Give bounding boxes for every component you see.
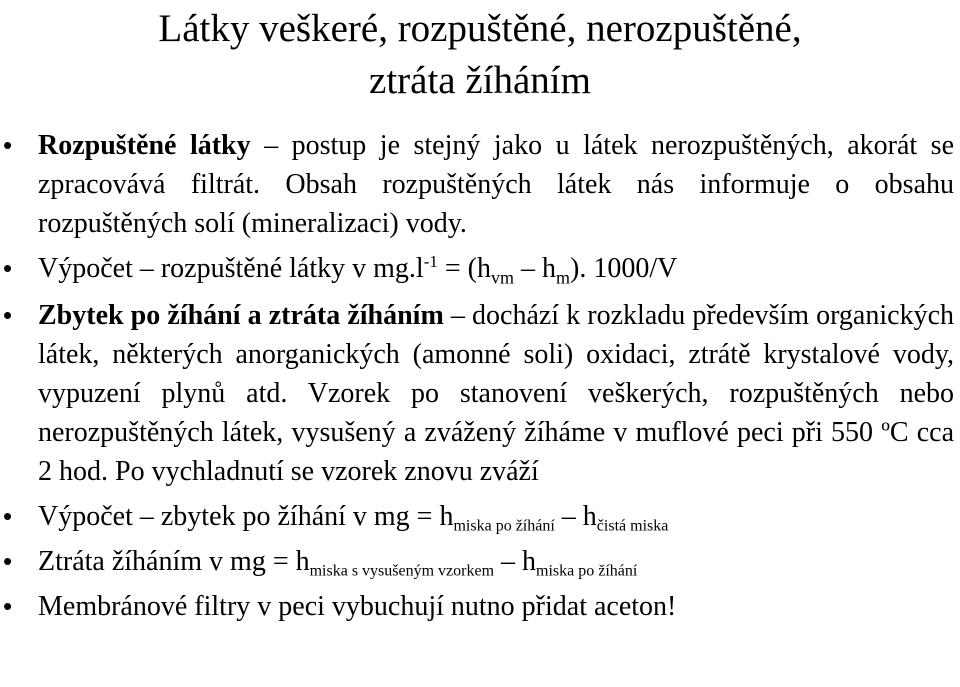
- bullet-text: Membránové filtry v peci vybuchují nutno přidat aceton!: [38, 591, 677, 622]
- formula-text: ). 1000/V: [570, 253, 678, 284]
- formula-text: – h: [554, 501, 597, 532]
- formula-text: Ztráta žíháním v mg = h: [38, 546, 310, 577]
- formula-subscript: čistá miska: [596, 517, 669, 535]
- formula-subscript: miska s vysušeným vzorkem: [309, 562, 495, 580]
- bullet-bold-term: Rozpuštěné látky: [38, 130, 251, 161]
- formula-subscript: miska po žíhání: [536, 562, 638, 580]
- slide-title: [0, 0, 960, 107]
- bullet-ignition-loss: [0, 542, 960, 581]
- bullet-text: – dochází k rozkladu především organických látek, některých anorganických (amonné soli) oxidaci, ztrátě krystalové vody, vypuzení plynů atd. Vzorek po stanovení veškerých, rozpuštěných nebo nerozpuštěných látek, vysušený a zvážený žíháme v muflové peci při 550 ºC cca 2 hod. Po vychladnutí se vzorek znovu zváží: [38, 300, 954, 487]
- bullet-dissolved-substances: [0, 126, 960, 243]
- formula-subscript: vm: [490, 267, 514, 288]
- formula-text: – h: [514, 253, 556, 284]
- formula-text: Výpočet – rozpuštěné látky v mg.l: [38, 253, 424, 284]
- bullet-text: – postup je stejný jako u látek nerozpuštěných, akorát se zpracovává filtrát. Obsah rozpuštěných látek nás informuje o obsahu rozpuštěných solí (mineralizaci) vody.: [38, 130, 954, 239]
- formula-subscript: m: [556, 267, 571, 288]
- title-line-1: Látky veškeré, rozpuštěné, nerozpuštěné,: [158, 7, 802, 50]
- bullet-list: [0, 126, 960, 626]
- bullet-membrane-filters: [0, 587, 960, 626]
- formula-text: – h: [494, 546, 537, 577]
- formula-text: Výpočet – zbytek po žíhání v mg = h: [38, 501, 454, 532]
- formula-superscript: -1: [423, 251, 438, 271]
- bullet-calculation-residue: [0, 497, 960, 536]
- formula-text: = (h: [437, 253, 491, 284]
- title-line-2: ztráta žíháním: [369, 59, 591, 102]
- bullet-ignition-residue: [0, 296, 960, 491]
- bullet-calculation-dissolved: [0, 249, 960, 288]
- formula-subscript: miska po žíhání: [453, 517, 555, 535]
- bullet-bold-term: Zbytek po žíhání a ztráta žíháním: [38, 300, 444, 331]
